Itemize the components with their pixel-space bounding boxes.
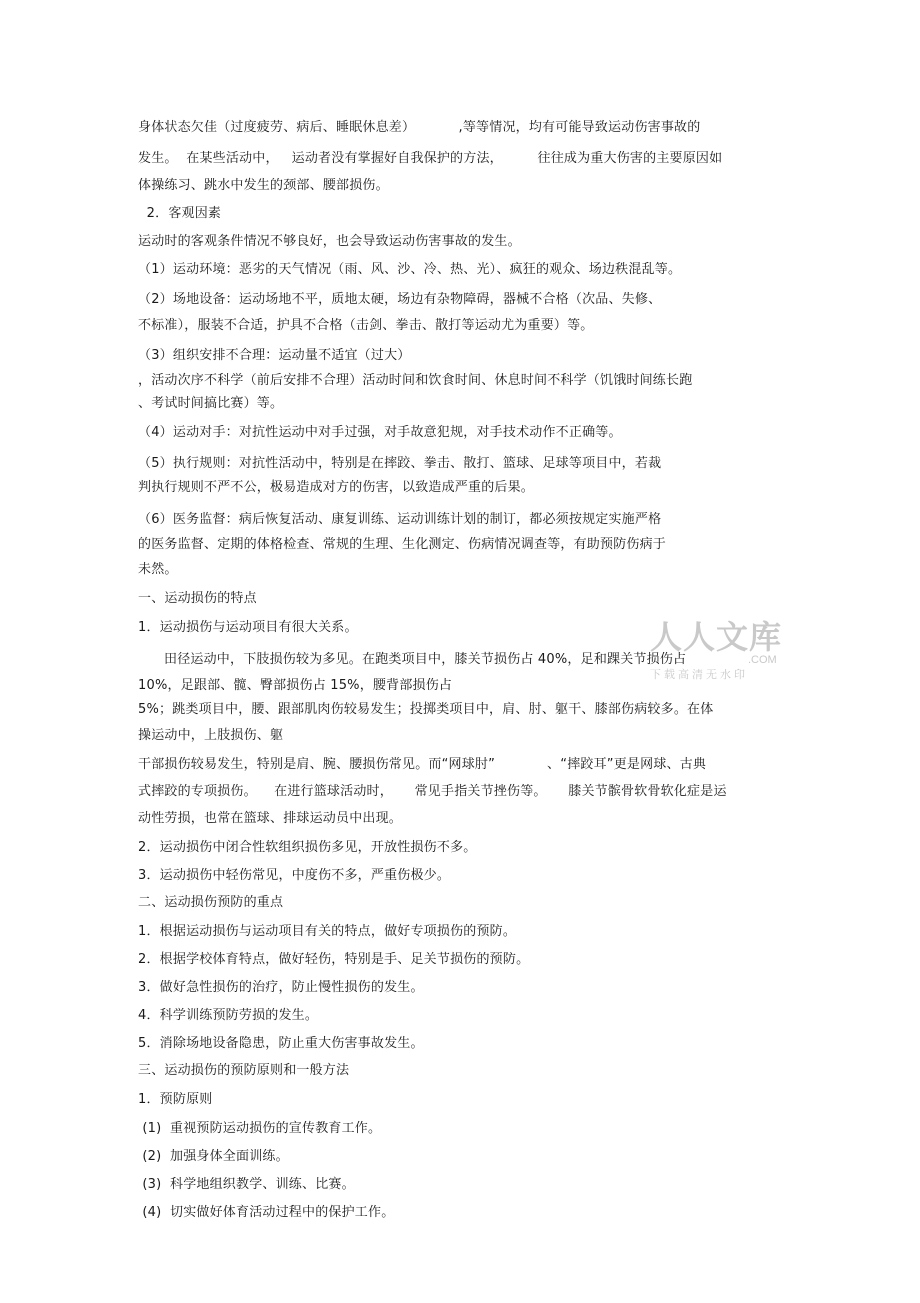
watermark-logo: [640, 618, 790, 690]
text-line: 1．运动损伤与运动项目有很大关系。: [138, 620, 358, 635]
watermark-subtitle: 下载高清无水印: [650, 668, 748, 681]
watermark-domain: .COM: [748, 654, 777, 666]
list-item: (3) 科学地组织教学、训练、比赛。: [138, 1177, 355, 1192]
text-line: 3．运动损伤中轻伤常见，中度伤不多，严重伤极少。: [138, 868, 451, 883]
text-line: （1）运动环境：恶劣的天气情况（雨、风、沙、冷、热、光）、疯狂的观众、场边秩混乱等。: [138, 262, 682, 277]
text-line: 2．运动损伤中闭合性软组织损伤多见，开放性损伤不多。: [138, 840, 477, 855]
text-line: 体操练习、跳水中发生的颈部、腰部损伤。: [138, 178, 389, 193]
list-item: (2) 加强身体全面训练。: [138, 1149, 289, 1164]
text-line: 5．消除场地设备隐患，防止重大伤害事故发生。: [138, 1036, 424, 1051]
text-line: 1．根据运动损伤与运动项目有关的特点，做好专项损伤的预防。: [138, 924, 517, 939]
watermark-title: 人人文库: [650, 618, 783, 656]
section-heading: 二、运动损伤预防的重点: [138, 895, 284, 910]
text-line: （5）执行规则：对抗性活动中，特别是在摔跤、拳击、散打、篮球、足球等项目中，若裁: [138, 456, 662, 471]
text-line: 干部损伤较易发生，特别是肩、腕、腰损伤常见。而“网球肘” 、“摔跤耳”更是网球、古典: [138, 757, 707, 772]
text-line: 4．科学训练预防劳损的发生。: [138, 1008, 319, 1023]
text-line: 、考试时间搞比赛）等。: [138, 396, 284, 411]
section-heading: 一、运动损伤的特点: [138, 591, 257, 606]
text-line: 5%；跳类项目中，腰、跟部肌肉伤较易发生；投掷类项目中，肩、肘、躯干、膝部伤病较多。在体: [138, 702, 714, 717]
text-line: 身体状态欠佳（过度疲劳、病后、睡眠休息差） ,等等情况，均有可能导致运动伤害事故的: [138, 120, 701, 135]
text-line: 2．根据学校体育特点，做好轻伤，特别是手、足关节损伤的预防。: [138, 952, 530, 967]
text-line: （2）场地设备：运动场地不平，质地太硬，场边有杂物障碍，器械不合格（次品、失修、: [138, 292, 662, 307]
text-line: 式摔跤的专项损伤。 在进行篮球活动时， 常见手指关节挫伤等。 膝关节髌骨软骨软化症是运: [138, 784, 727, 799]
text-line: 田径运动中，下肢损伤较为多见。在跑类项目中，膝关节损伤占 40%，足和踝关节损伤占: [138, 652, 687, 667]
section-heading: 2．客观因素: [138, 206, 222, 221]
text-line: 的医务监督、定期的体格检查、常规的生理、生化测定、伤病情况调查等，有助预防伤病于: [138, 537, 667, 552]
text-line: 1．预防原则: [138, 1092, 213, 1107]
text-line: 10%，足跟部、髋、臀部损伤占 15%，腰背部损伤占: [138, 678, 453, 693]
text-line: 3．做好急性损伤的治疗，防止慢性损伤的发生。: [138, 980, 424, 995]
section-heading: 三、运动损伤的预防原则和一般方法: [138, 1063, 350, 1078]
text-line: 动性劳损，也常在篮球、排球运动员中出现。: [138, 811, 403, 826]
text-line: 不标准），服装不合适，护具不合格（击剑、拳击、散打等运动尤为重要）等。: [138, 318, 594, 333]
text-line: （3）组织安排不合理：运动量不适宜（过大）: [138, 348, 411, 363]
text-line: 未然。: [138, 562, 178, 577]
list-item: (1) 重视预防运动损伤的宣传教育工作。: [138, 1121, 382, 1136]
text-line: 运动时的客观条件情况不够良好，也会导致运动伤害事故的发生。: [138, 234, 521, 249]
text-line: ，活动次序不科学（前后安排不合理）活动时间和饮食时间、休息时间不科学（饥饿时间练长跑: [138, 373, 693, 388]
text-line: 发生。 在某些活动中， 运动者没有掌握好自我保护的方法， 往往成为重大伤害的主要原因如: [138, 151, 723, 166]
text-line: 操运动中，上肢损伤、躯: [138, 728, 284, 743]
text-line: （4）运动对手：对抗性运动中对手过强，对手故意犯规，对手技术动作不正确等。: [138, 425, 622, 440]
text-line: （6）医务监督：病后恢复活动、康复训练、运动训练计划的制订，都必须按规定实施严格: [138, 512, 662, 527]
list-item: (4) 切实做好体育活动过程中的保护工作。: [138, 1205, 395, 1220]
text-line: 判执行规则不严不公，极易造成对方的伤害，以致造成严重的后果。: [138, 480, 535, 495]
